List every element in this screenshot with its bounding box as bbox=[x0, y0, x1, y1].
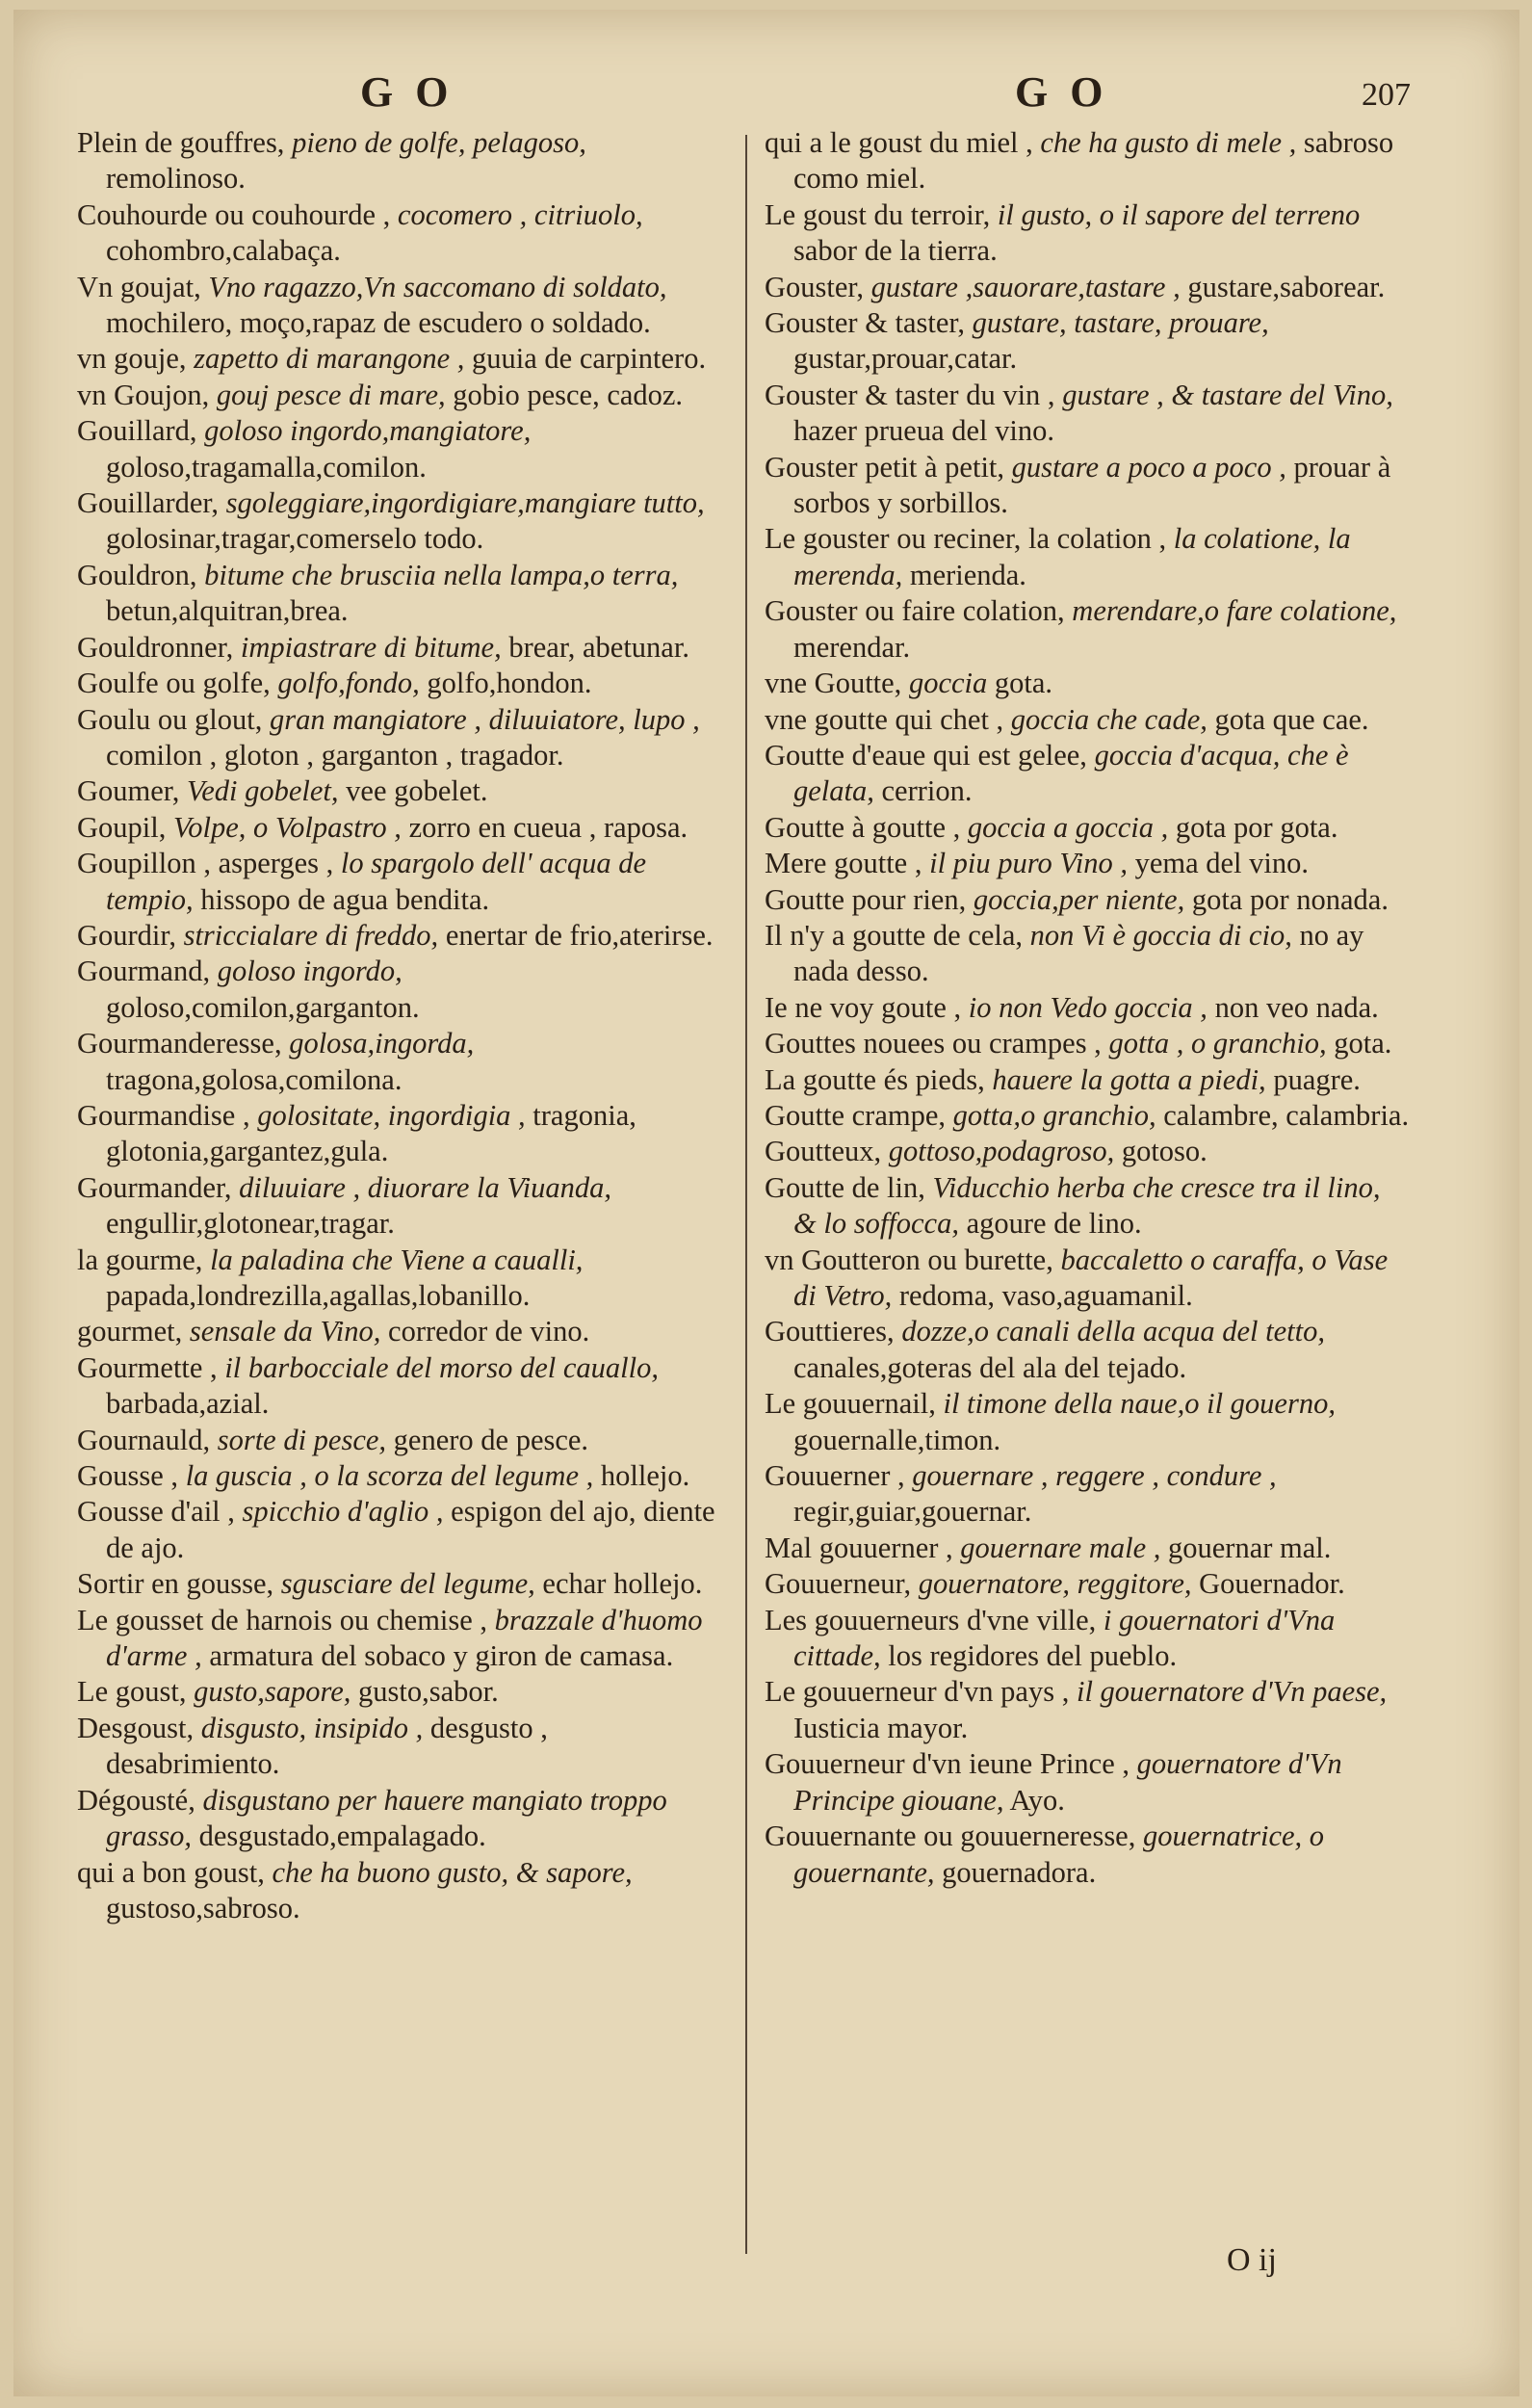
entry-italian: dozze,o canali della acqua del tetto, bbox=[901, 1315, 1325, 1348]
dictionary-entry bbox=[77, 702, 722, 774]
entry-spanish: puagre. bbox=[1273, 1062, 1361, 1096]
dictionary-entry bbox=[765, 810, 1410, 846]
entry-french: Gouillard, bbox=[77, 414, 197, 448]
entry-spanish: tragona,golosa,comilona. bbox=[106, 1062, 402, 1096]
dictionary-entry bbox=[77, 125, 722, 197]
dictionary-entry bbox=[77, 1711, 722, 1783]
entry-italian: sensale da Vino, bbox=[189, 1315, 381, 1348]
entry-spanish: prouar à sorbos y sorbillos. bbox=[793, 450, 1391, 520]
entry-spanish: los regidores del pueblo. bbox=[888, 1639, 1178, 1673]
entry-spanish: engullir,glotonear,tragar. bbox=[106, 1207, 395, 1241]
entry-italian: Viducchio herba che cresce tra il lino, & lo soffocca, bbox=[793, 1170, 1381, 1241]
dictionary-entry bbox=[77, 1783, 722, 1855]
entry-french: Le gouuerneur d'vn pays , bbox=[765, 1675, 1070, 1709]
entry-italian: il timone della naue,o il gouerno, bbox=[943, 1387, 1336, 1421]
entry-french: Plein de gouffres, bbox=[77, 126, 285, 159]
dictionary-entry bbox=[765, 450, 1410, 522]
entry-italian: Vno ragazzo,Vn saccomano di soldato, bbox=[208, 270, 667, 303]
entry-spanish: enertar de frio,aterirse. bbox=[445, 918, 714, 952]
entry-spanish: canales,goteras del ala del tejado. bbox=[793, 1350, 1187, 1384]
entry-spanish: redoma, vaso,aguamanil. bbox=[898, 1279, 1193, 1312]
dictionary-entry bbox=[765, 1603, 1410, 1675]
entry-spanish: vee gobelet. bbox=[346, 774, 488, 808]
entry-french: vn gouje, bbox=[77, 342, 187, 376]
entry-italian: brazzale d'huomo d'arme , bbox=[106, 1603, 703, 1673]
entry-italian: golfo,fondo, bbox=[277, 667, 420, 700]
dictionary-entry bbox=[77, 1458, 722, 1494]
entry-french: vn Goutteron ou burette, bbox=[765, 1243, 1053, 1276]
dictionary-entry bbox=[77, 1098, 722, 1170]
entry-spanish: gouernadora. bbox=[942, 1855, 1097, 1889]
dictionary-entry bbox=[765, 270, 1410, 305]
left-column bbox=[77, 125, 722, 1926]
entry-french: Gousse d'ail , bbox=[77, 1495, 235, 1529]
entry-french: Gouster ou faire colation, bbox=[765, 594, 1065, 628]
entry-spanish: yema del vino. bbox=[1134, 847, 1310, 880]
entry-italian: la guscia , o la scorza del legume , bbox=[185, 1459, 594, 1493]
entry-italian: impiastrare di bitume, bbox=[240, 630, 502, 664]
entry-french: Gourmandise , bbox=[77, 1098, 250, 1132]
entry-french: Gouster & taster du vin , bbox=[765, 378, 1055, 411]
entry-french: Desgoust, bbox=[77, 1711, 195, 1744]
entry-french: Gouttes nouees ou crampes , bbox=[765, 1027, 1102, 1060]
entry-french: Mal gouuerner , bbox=[765, 1531, 953, 1564]
dictionary-entry bbox=[77, 1243, 722, 1315]
entry-spanish: tragonia, glotonia,gargantez,gula. bbox=[106, 1098, 636, 1168]
entry-french: Gouldronner, bbox=[77, 630, 234, 664]
entry-italian: gouj pesce di mare, bbox=[216, 378, 446, 411]
entry-spanish: brear, abetunar. bbox=[508, 630, 689, 664]
dictionary-entry bbox=[77, 1350, 722, 1423]
entry-spanish: cerrion. bbox=[881, 774, 973, 808]
dictionary-entry bbox=[765, 846, 1410, 881]
entry-french: gourmet, bbox=[77, 1315, 183, 1348]
entry-italian: sgusciare del legume, bbox=[280, 1567, 535, 1601]
dictionary-entry bbox=[765, 1674, 1410, 1746]
entry-spanish: desgustado,empalagado. bbox=[198, 1819, 486, 1853]
entry-french: Gouttieres, bbox=[765, 1315, 895, 1348]
dictionary-entry bbox=[765, 521, 1410, 593]
entry-spanish: non veo nada. bbox=[1214, 990, 1379, 1024]
entry-french: Gourmand, bbox=[77, 955, 211, 988]
entry-spanish: gota por nonada. bbox=[1191, 882, 1389, 916]
dictionary-entry bbox=[765, 882, 1410, 918]
entry-italian: gustare , & tastare del Vino, bbox=[1062, 378, 1393, 411]
entry-french: la gourme, bbox=[77, 1243, 203, 1276]
dictionary-entry bbox=[765, 1566, 1410, 1602]
entry-spanish: gota. bbox=[1334, 1027, 1392, 1060]
entry-spanish: papada,londrezilla,agallas,lobanillo. bbox=[106, 1279, 531, 1312]
dictionary-entry bbox=[765, 305, 1410, 378]
entry-spanish: comilon , gloton , garganton , tragador. bbox=[106, 738, 564, 772]
entry-spanish: gota que cae. bbox=[1214, 702, 1369, 736]
entry-french: Gouuerner , bbox=[765, 1459, 905, 1493]
entry-italian: gusto,sapore, bbox=[194, 1675, 351, 1709]
dictionary-entry bbox=[765, 1746, 1410, 1819]
entry-italian: gouernatore, reggitore, bbox=[918, 1567, 1192, 1601]
entry-french: Le gousset de harnois ou chemise , bbox=[77, 1603, 488, 1636]
entry-french: Gouuerneur, bbox=[765, 1567, 912, 1601]
entry-french: Goutte à goutte , bbox=[765, 810, 961, 844]
entry-french: Gournauld, bbox=[77, 1423, 211, 1456]
entry-italian: goloso ingordo,mangiatore, bbox=[204, 414, 532, 448]
entry-french: Goutte de lin, bbox=[765, 1170, 925, 1204]
entry-spanish: genero de pesce. bbox=[393, 1423, 589, 1456]
running-head-right: G O bbox=[1015, 68, 1109, 116]
entry-spanish: gustar,prouar,catar. bbox=[793, 342, 1018, 376]
dictionary-entry bbox=[77, 1314, 722, 1349]
entry-italian: il gusto, o il sapore del terreno bbox=[997, 197, 1361, 231]
entry-spanish: zorro en cueua , raposa. bbox=[408, 810, 688, 844]
entry-french: vne Goutte, bbox=[765, 667, 902, 700]
entry-french: Goutte d'eaue qui est gelee, bbox=[765, 738, 1087, 772]
entry-italian: i gouernatori d'Vna cittade, bbox=[793, 1603, 1336, 1673]
entry-spanish: Iusticia mayor. bbox=[793, 1711, 969, 1744]
entry-italian: goccia,per niente, bbox=[973, 882, 1185, 916]
entry-spanish: merienda. bbox=[909, 558, 1026, 591]
entry-italian: gouernare male , bbox=[960, 1531, 1161, 1564]
entry-italian: la paladina che Viene a caualli, bbox=[210, 1243, 584, 1276]
dictionary-entry bbox=[77, 1423, 722, 1458]
entry-spanish: cohombro,calabaça. bbox=[106, 234, 341, 268]
entry-italian: io non Vedo goccia , bbox=[968, 990, 1207, 1024]
entry-italian: diluuiare , diuorare la Viuanda, bbox=[239, 1170, 612, 1204]
entry-spanish: gouernar mal. bbox=[1168, 1531, 1332, 1564]
entry-italian: striccialare di freddo, bbox=[183, 918, 439, 952]
entry-french: qui a bon goust, bbox=[77, 1855, 265, 1889]
entry-french: Le gouster ou reciner, la colation , bbox=[765, 522, 1167, 556]
entry-french: Goupillon , asperges , bbox=[77, 847, 334, 880]
dictionary-entry bbox=[77, 630, 722, 666]
entry-spanish: armatura del sobaco y giron de camasa. bbox=[209, 1639, 674, 1673]
entry-italian: golositate, ingordigia , bbox=[257, 1098, 526, 1132]
dictionary-entry bbox=[765, 1170, 1410, 1243]
entry-italian: gottoso,podagroso, bbox=[888, 1135, 1115, 1168]
entry-italian: non Vi è goccia di cio, bbox=[1029, 918, 1292, 952]
dictionary-entry bbox=[77, 1603, 722, 1675]
dictionary-entry bbox=[77, 1566, 722, 1602]
dictionary-entry bbox=[77, 1026, 722, 1098]
entry-italian: disgustano per hauere mangiato troppo grasso, bbox=[106, 1783, 667, 1853]
dictionary-entry bbox=[765, 1458, 1410, 1531]
dictionary-entry bbox=[765, 1386, 1410, 1458]
entry-spanish: espigon del ajo, diente de ajo. bbox=[106, 1495, 715, 1564]
entry-french: Gouldron, bbox=[77, 558, 197, 591]
entry-spanish: gotoso. bbox=[1121, 1135, 1207, 1168]
dictionary-entry bbox=[765, 1098, 1410, 1134]
entry-french: Gouuernante ou gouuerneresse, bbox=[765, 1819, 1136, 1853]
entry-french: Gouuerneur d'vn ieune Prince , bbox=[765, 1747, 1130, 1781]
dictionary-entry bbox=[765, 702, 1410, 738]
entry-italian: goccia a goccia , bbox=[967, 810, 1169, 844]
dictionary-entry bbox=[765, 378, 1410, 450]
entry-french: Gourdir, bbox=[77, 918, 176, 952]
dictionary-entry bbox=[77, 413, 722, 485]
dictionary-entry bbox=[765, 666, 1410, 701]
entry-italian: Volpe, o Volpastro , bbox=[172, 810, 402, 844]
entry-french: Les gouuerneurs d'vne ville, bbox=[765, 1603, 1097, 1636]
entry-italian: spicchio d'aglio , bbox=[242, 1495, 444, 1529]
dictionary-entry bbox=[765, 1243, 1410, 1315]
entry-spanish: hollejo. bbox=[600, 1459, 690, 1493]
dictionary-entry bbox=[77, 846, 722, 918]
dictionary-entry bbox=[77, 810, 722, 846]
entry-spanish: gustare,saborear. bbox=[1187, 270, 1386, 303]
entry-french: Sortir en gousse, bbox=[77, 1567, 274, 1601]
entry-french: Le goust du terroir, bbox=[765, 197, 991, 231]
entry-french: Gouster petit à petit, bbox=[765, 450, 1005, 484]
column-rule bbox=[745, 135, 747, 2254]
dictionary-entry bbox=[77, 485, 722, 558]
entry-french: Ie ne voy goute , bbox=[765, 990, 962, 1024]
dictionary-entry bbox=[765, 593, 1410, 666]
dictionary-entry bbox=[77, 270, 722, 342]
entry-spanish: goloso,tragamalla,comilon. bbox=[106, 450, 427, 484]
entry-spanish: gota. bbox=[994, 667, 1053, 700]
entry-french: qui a le goust du miel , bbox=[765, 126, 1033, 159]
entry-italian: che ha gusto di mele , bbox=[1040, 126, 1297, 159]
dictionary-entry bbox=[765, 1819, 1410, 1891]
entry-french: La goutte és pieds, bbox=[765, 1062, 985, 1096]
entry-french: Gouster & taster, bbox=[765, 306, 965, 340]
entry-spanish: goloso,comilon,garganton. bbox=[106, 990, 420, 1024]
entry-italian: goccia bbox=[908, 667, 988, 700]
dictionary-entry bbox=[765, 918, 1410, 990]
entry-spanish: gota por gota. bbox=[1175, 810, 1338, 844]
dictionary-entry bbox=[77, 558, 722, 630]
entry-italian: il gouernatore d'Vn paese, bbox=[1076, 1675, 1388, 1709]
entry-spanish: barbada,azial. bbox=[106, 1387, 270, 1421]
entry-italian: merendare,o fare colatione, bbox=[1072, 594, 1397, 628]
entry-italian: il barbocciale del morso del cauallo, bbox=[224, 1350, 659, 1384]
entry-spanish: sabroso como miel. bbox=[793, 126, 1394, 196]
dictionary-entry bbox=[765, 1314, 1410, 1386]
entry-french: Vn goujat, bbox=[77, 270, 201, 303]
entry-spanish: mochilero, moço,rapaz de escudero o soldado. bbox=[106, 306, 651, 340]
dictionary-entry bbox=[765, 990, 1410, 1026]
dictionary-entry bbox=[77, 918, 722, 954]
entry-french: Goumer, bbox=[77, 774, 180, 808]
entry-spanish: corredor de vino. bbox=[388, 1315, 590, 1348]
entry-italian: cocomero , citriuolo, bbox=[397, 197, 643, 231]
dictionary-entry bbox=[77, 1855, 722, 1927]
entry-spanish: gouernalle,timon. bbox=[793, 1423, 1001, 1456]
entry-french: Gourmander, bbox=[77, 1170, 232, 1204]
entry-italian: gouernare , reggere , condure , bbox=[912, 1459, 1277, 1493]
entry-italian: pieno de golfe, pelagoso, bbox=[292, 126, 586, 159]
entry-spanish: no ay nada desso. bbox=[793, 918, 1364, 988]
entry-italian: sgoleggiare,ingordigiare,mangiare tutto, bbox=[225, 486, 705, 520]
entry-spanish: remolinoso. bbox=[106, 162, 246, 196]
dictionary-entry bbox=[77, 197, 722, 270]
entry-italian: zapetto di marangone , bbox=[194, 342, 465, 376]
book-page bbox=[13, 10, 1519, 2396]
entry-italian: gotta,o granchio, bbox=[952, 1098, 1156, 1132]
entry-italian: Vedi gobelet, bbox=[186, 774, 339, 808]
entry-spanish: regir,guiar,gouernar. bbox=[793, 1495, 1032, 1529]
entry-italian: gustare, tastare, prouare, bbox=[972, 306, 1269, 340]
entry-spanish: merendar. bbox=[793, 630, 911, 664]
entry-french: Goutte crampe, bbox=[765, 1098, 947, 1132]
entry-french: Gouster, bbox=[765, 270, 864, 303]
entry-spanish: agoure de lino. bbox=[966, 1207, 1142, 1241]
dictionary-entry bbox=[77, 666, 722, 701]
entry-french: Goutteux, bbox=[765, 1135, 882, 1168]
entry-italian: disgusto, insipido , bbox=[200, 1711, 424, 1744]
entry-french: Le gouuernail, bbox=[765, 1387, 936, 1421]
entry-french: Gousse , bbox=[77, 1459, 179, 1493]
entry-spanish: gustoso,sabroso. bbox=[106, 1891, 300, 1924]
entry-french: Goulu ou glout, bbox=[77, 702, 263, 736]
entry-italian: lo spargolo dell' acqua de tempio, bbox=[106, 847, 647, 916]
entry-spanish: echar hollejo. bbox=[542, 1567, 703, 1601]
entry-italian: baccaletto o caraffa, o Vase di Vetro, bbox=[793, 1243, 1389, 1312]
entry-spanish: golosinar,tragar,comerselo todo. bbox=[106, 522, 484, 556]
entry-spanish: hazer prueua del vino. bbox=[793, 414, 1054, 448]
entry-spanish: Gouernador. bbox=[1199, 1567, 1345, 1601]
entry-italian: gotta , o granchio, bbox=[1108, 1027, 1327, 1060]
entry-italian: gustare ,sauorare,tastare , bbox=[870, 270, 1181, 303]
entry-italian: la colatione, la merenda, bbox=[793, 522, 1351, 591]
entry-french: vne goutte qui chet , bbox=[765, 702, 1004, 736]
entry-spanish: betun,alquitran,brea. bbox=[106, 594, 349, 628]
entry-italian: gran mangiatore , diluuiatore, lupo , bbox=[269, 702, 700, 736]
dictionary-entry bbox=[77, 1170, 722, 1243]
entry-spanish: Ayo. bbox=[1009, 1783, 1065, 1817]
entry-french: Couhourde ou couhourde , bbox=[77, 197, 391, 231]
dictionary-entry bbox=[765, 1062, 1410, 1098]
dictionary-entry bbox=[77, 773, 722, 809]
dictionary-entry bbox=[765, 197, 1410, 270]
entry-french: Gouillarder, bbox=[77, 486, 219, 520]
entry-french: Mere goutte , bbox=[765, 847, 922, 880]
dictionary-entry bbox=[765, 738, 1410, 810]
entry-italian: hauere la gotta a piedi, bbox=[992, 1062, 1266, 1096]
dictionary-entry bbox=[765, 1134, 1410, 1169]
entry-french: Goupil, bbox=[77, 810, 167, 844]
entry-french: vn Goujon, bbox=[77, 378, 210, 411]
dictionary-entry bbox=[77, 954, 722, 1026]
entry-spanish: golfo,hondon. bbox=[427, 667, 592, 700]
entry-french: Il n'y a goutte de cela, bbox=[765, 918, 1024, 952]
right-column bbox=[765, 125, 1410, 1891]
dictionary-entry bbox=[765, 1026, 1410, 1061]
entry-italian: gouernatore d'Vn Principe giouane, bbox=[793, 1747, 1342, 1817]
entry-french: Goulfe ou golfe, bbox=[77, 667, 271, 700]
dictionary-entry bbox=[765, 125, 1410, 197]
entry-italian: sorte di pesce, bbox=[217, 1423, 387, 1456]
entry-italian: che ha buono gusto, & sapore, bbox=[272, 1855, 633, 1889]
dictionary-entry bbox=[77, 378, 722, 413]
running-head-left: G O bbox=[360, 68, 454, 116]
entry-spanish: calambre, calambria. bbox=[1163, 1098, 1410, 1132]
dictionary-entry bbox=[77, 341, 722, 377]
entry-spanish: gusto,sabor. bbox=[358, 1675, 499, 1709]
entry-french: Dégousté, bbox=[77, 1783, 195, 1817]
entry-italian: bitume che brusciia nella lampa,o terra, bbox=[204, 558, 679, 591]
entry-french: Gourmanderesse, bbox=[77, 1027, 282, 1060]
page-number: 207 bbox=[1362, 77, 1411, 113]
entry-spanish: desgusto , desabrimiento. bbox=[106, 1711, 548, 1781]
entry-italian: goloso ingordo, bbox=[217, 955, 402, 988]
entry-italian: golosa,ingorda, bbox=[289, 1027, 475, 1060]
entry-spanish: guuia de carpintero. bbox=[472, 342, 707, 376]
signature-mark: O ij bbox=[1227, 2242, 1277, 2278]
entry-spanish: gobio pesce, cadoz. bbox=[453, 378, 684, 411]
entry-spanish: sabor de la tierra. bbox=[793, 234, 998, 268]
entry-italian: goccia d'acqua, che è gelata, bbox=[793, 738, 1349, 808]
entry-italian: goccia che cade, bbox=[1010, 702, 1207, 736]
entry-spanish: hissopo de agua bendita. bbox=[200, 882, 490, 916]
entry-italian: il piu puro Vino , bbox=[929, 847, 1128, 880]
entry-italian: gouernatrice, o gouernante, bbox=[793, 1819, 1325, 1889]
entry-french: Goutte pour rien, bbox=[765, 882, 967, 916]
dictionary-entry bbox=[77, 1674, 722, 1710]
dictionary-entry bbox=[765, 1531, 1410, 1566]
entry-french: Le goust, bbox=[77, 1675, 187, 1709]
dictionary-entry bbox=[77, 1494, 722, 1566]
entry-italian: gustare a poco a poco , bbox=[1011, 450, 1286, 484]
entry-french: Gourmette , bbox=[77, 1350, 218, 1384]
